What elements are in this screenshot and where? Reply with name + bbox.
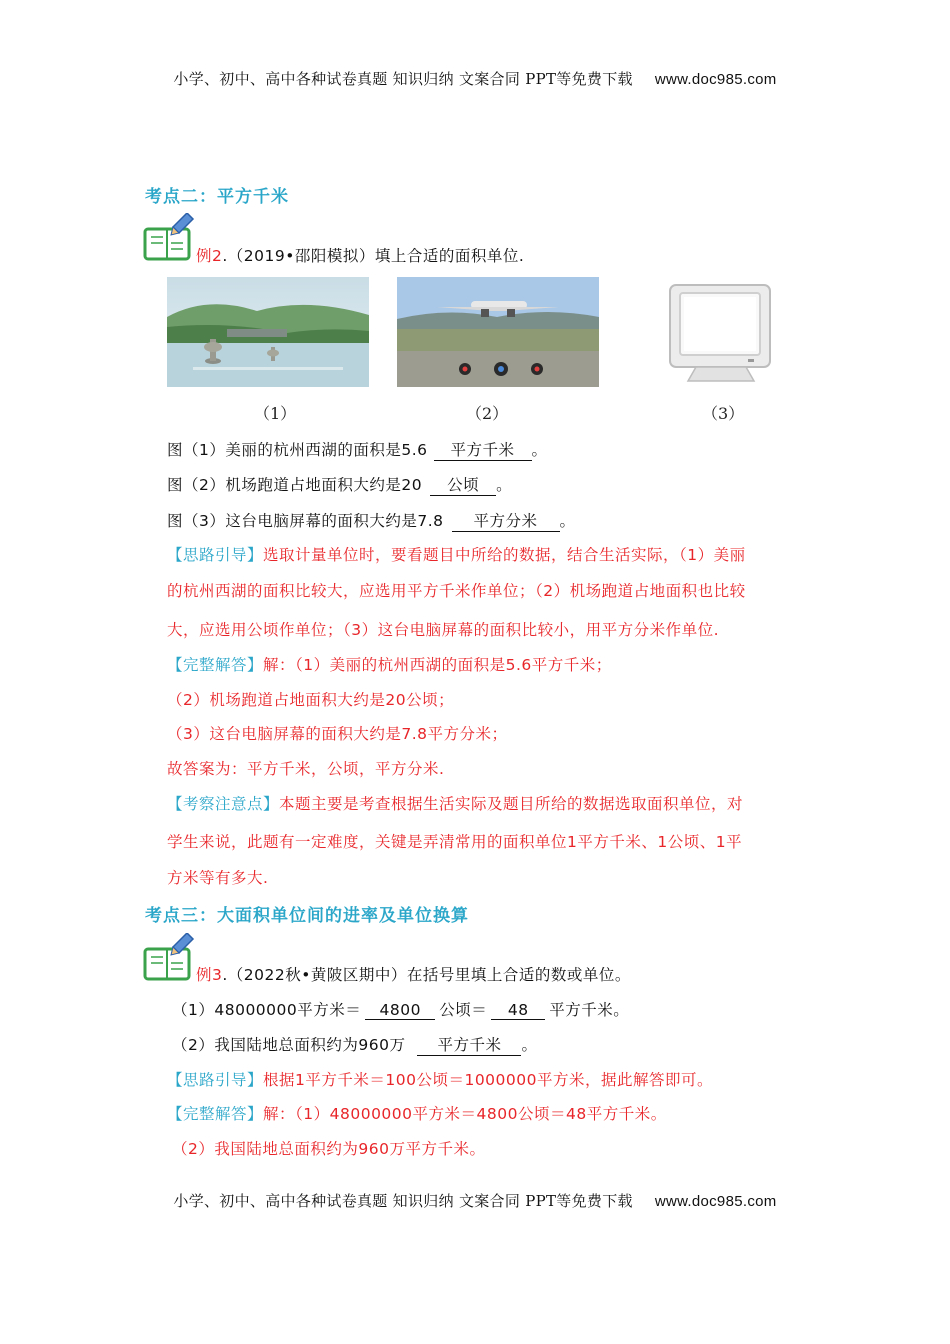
question-1: 图（1）美丽的杭州西湖的面积是5.6 平方千米 。 bbox=[167, 438, 548, 461]
answer-blank: 48 bbox=[491, 1001, 545, 1020]
hint-3: 【思路引导】根据1平方千米＝100公顷＝1000000平方米，据此解答即可。 bbox=[167, 1071, 713, 1089]
footer-text: 小学、初中、高中各种试卷真题 知识归纳 文案合同 PPT等免费下载 bbox=[173, 1192, 633, 1210]
answer-line-2: （2）机场跑道占地面积大约是20公顷； bbox=[167, 691, 455, 709]
answer-label: 【完整解答】 bbox=[167, 1105, 264, 1123]
answer-line-4: 故答案为：平方千米，公顷，平方分米. bbox=[167, 760, 445, 778]
header-text: 小学、初中、高中各种试卷真题 知识归纳 文案合同 PPT等免费下载 bbox=[173, 70, 633, 88]
note-line-3: 方米等有多大. bbox=[167, 869, 269, 887]
question-3-1: （1）48000000平方米＝ 4800 公顷＝ 48 平方千米。 bbox=[172, 1001, 630, 1019]
caption-2: （2） bbox=[466, 404, 509, 423]
answer-label: 【完整解答】 bbox=[167, 656, 264, 674]
example-2-tag: 例2 bbox=[196, 247, 223, 265]
answer-3-line-2: （2）我国陆地总面积约为960万平方千米。 bbox=[172, 1140, 486, 1158]
book-pencil-icon bbox=[143, 933, 195, 981]
note-line-2: 学生来说，此题有一定难度，关键是弄清常用的面积单位1平方千米、1公顷、1平 bbox=[167, 833, 743, 851]
answer-blank: 平方分米 bbox=[452, 509, 560, 532]
caption-1: （1） bbox=[254, 404, 297, 423]
airport-runway-image bbox=[397, 277, 599, 387]
caption-3: （3） bbox=[702, 404, 745, 423]
west-lake-image bbox=[167, 277, 369, 387]
answer-3-line-1: 【完整解答】解：（1）48000000平方米＝4800公顷＝48平方千米。 bbox=[167, 1105, 667, 1123]
hint-label: 【思路引导】 bbox=[167, 546, 264, 564]
question-2: 图（2）机场跑道占地面积大约是20 公顷 。 bbox=[167, 473, 512, 496]
example-3-tag: 例3 bbox=[196, 966, 223, 984]
example-3-heading bbox=[196, 963, 631, 985]
section-title-2: 考点二：平方千米 bbox=[145, 187, 289, 207]
answer-line-3: （3）这台电脑屏幕的面积大约是7.8平方分米； bbox=[167, 725, 508, 743]
section-title-3: 考点三：大面积单位间的进率及单位换算 bbox=[145, 906, 469, 926]
hint-label: 【思路引导】 bbox=[167, 1071, 264, 1089]
computer-monitor-image bbox=[668, 283, 774, 387]
question-3-2: （2）我国陆地总面积约为960万 平方千米 。 bbox=[172, 1033, 537, 1056]
answer-blank: 平方千米 bbox=[434, 438, 532, 461]
page-footer bbox=[0, 1190, 950, 1211]
header-site[interactable]: www.doc985.com bbox=[654, 71, 777, 88]
answer-blank: 4800 bbox=[365, 1001, 435, 1020]
question-3: 图（3）这台电脑屏幕的面积大约是7.8 平方分米 。 bbox=[167, 509, 576, 532]
hint-paragraph-line-1: 【思路引导】选取计量单位时，要看题目中所给的数据，结合生活实际，（1）美丽 bbox=[167, 546, 746, 564]
page-header bbox=[0, 68, 950, 89]
footer-site[interactable]: www.doc985.com bbox=[654, 1193, 777, 1210]
answer-line-1: 【完整解答】解：（1）美丽的杭州西湖的面积是5.6平方千米； bbox=[167, 656, 612, 674]
note-line-1: 【考察注意点】本题主要是考查根据生活实际及题目所给的数据选取面积单位，对 bbox=[167, 795, 744, 813]
hint-paragraph-line-3: 大，应选用公顷作单位；（3）这台电脑屏幕的面积比较小，用平方分米作单位. bbox=[167, 621, 720, 639]
answer-blank: 平方千米 bbox=[417, 1033, 521, 1056]
example-2-heading bbox=[196, 244, 524, 266]
example-3-text: .（2022秋•黄陂区期中）在括号里填上合适的数或单位。 bbox=[222, 966, 631, 984]
book-pencil-icon bbox=[143, 213, 195, 261]
hint-paragraph-line-2: 的杭州西湖的面积比较大，应选用平方千米作单位；（2）机场跑道占地面积也比较 bbox=[167, 582, 746, 600]
example-2-text: .（2019•邵阳模拟）填上合适的面积单位. bbox=[222, 247, 525, 265]
answer-blank: 公顷 bbox=[430, 473, 496, 496]
note-label: 【考察注意点】 bbox=[167, 795, 280, 813]
